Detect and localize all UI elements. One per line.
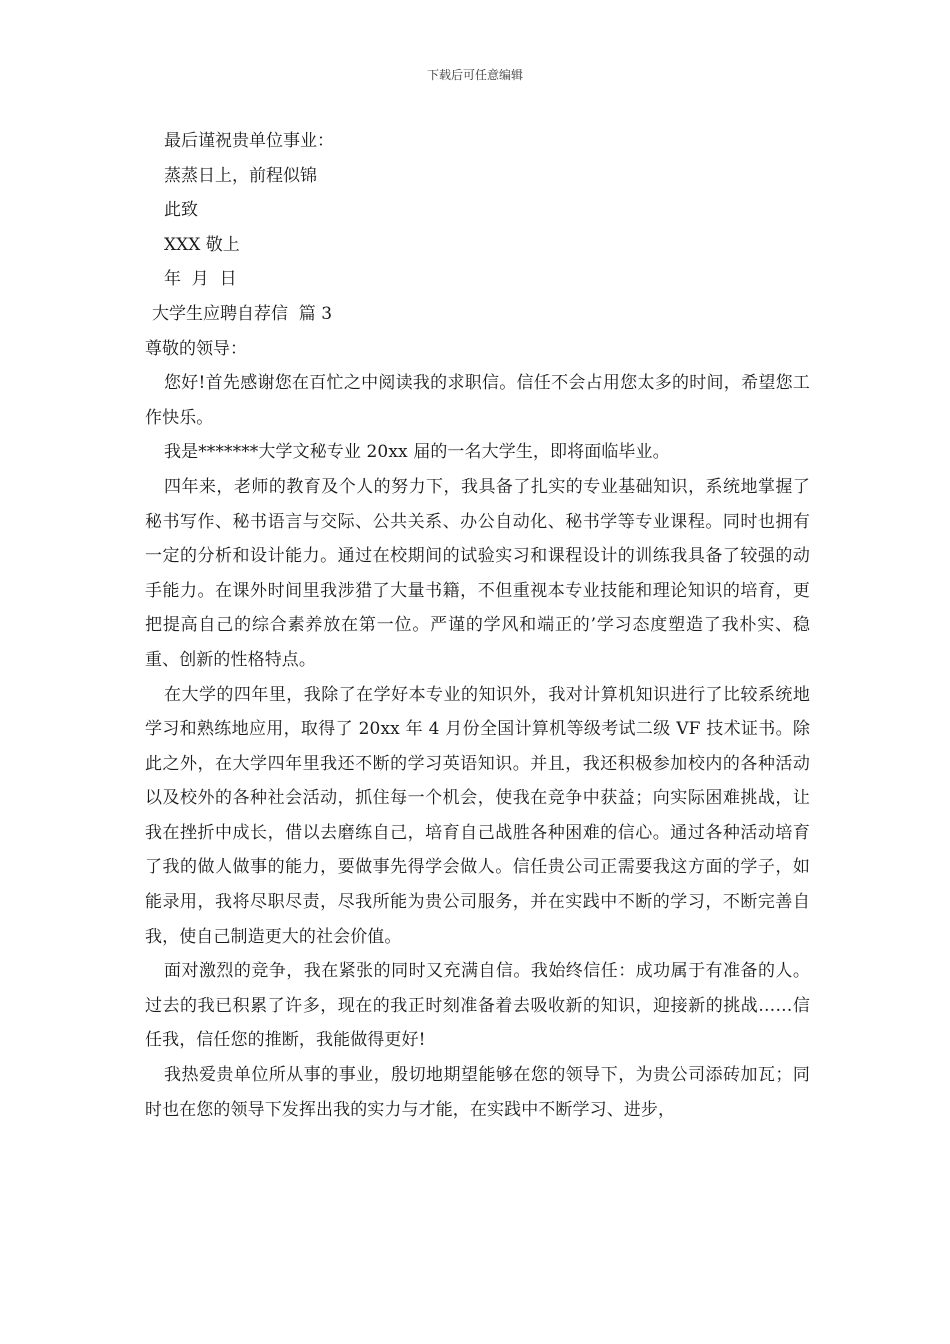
closing-wish: 蒸蒸日上，前程似锦 xyxy=(164,165,317,186)
header-note: 下载后可任意编辑 xyxy=(426,68,523,82)
signature: XXX 敬上 xyxy=(164,234,240,255)
letter-paragraph: 在大学的四年里，我除了在学好本专业的知识外，我对计算机知识进行了比较系统地学习和熟练地应用，取得了 20xx 年 4 月份全国计算机等级考试二级 VF 技术证书。除此之外，在大学四年里我还不断的学习英语知识。并且，我还积极参加校内的各种活动以及校外的各种社会活动，抓住每一个机会，使我在竞争中获益；向实际困难挑战，让我在挫折中成长，借以去磨练自己，培育自己战胜各种困难的信心。通过各种活动培育了我的做人做事的能力，要做事先得学会做人。信任贵公司正需要我这方面的学子，如能录用，我将尽职尽责，尽我所能为贵公司服务，并在实践中不断的学习，不断完善自我，使自己制造更大的社会价值。 xyxy=(145,684,810,947)
letter-paragraph: 我热爱贵单位所从事的事业，殷切地期望能够在您的领导下，为贵公司添砖加瓦；同时也在您的领导下发挥出我的实力与才能，在实践中不断学习、进步， xyxy=(145,1065,810,1120)
section-title: 大学生应聘自荐信 篇 3 xyxy=(152,303,333,324)
letter-paragraph: 四年来，老师的教育及个人的努力下，我具备了扎实的专业基础知识，系统地掌握了秘书写作、秘书语言与交际、公共关系、办公自动化、秘书学等专业课程。同时也拥有一定的分析和设计能力。通过在校期间的试验实习和课程设计的训练我具备了较强的动手能力。在课外时间里我涉猎了大量书籍，不但重视本专业技能和理论知识的培育，更把提高自己的综合素养放在第一位。严谨的学风和端正的’学习态度塑造了我朴实、稳重、创新的性格特点。 xyxy=(145,476,810,670)
letter-paragraph: 我是*******大学文秘专业 20xx 届的一名大学生，即将面临毕业。 xyxy=(164,442,670,463)
closing-wish-intro: 最后谨祝贵单位事业： xyxy=(164,131,334,151)
letter-greeting: 尊敬的领导： xyxy=(145,338,247,359)
date-line: 年 月 日 xyxy=(164,269,237,290)
document-body xyxy=(145,124,810,1127)
closing-salutation: 此致 xyxy=(164,200,198,221)
letter-paragraph: 面对激烈的竞争，我在紧张的同时又充满自信。我始终信任：成功属于有准备的人。过去的我已积累了许多，现在的我正时刻准备着去吸收新的知识，迎接新的挑战……信任我，信任您的推断，我能做得更好! xyxy=(145,961,810,1051)
letter-paragraph: 您好!首先感谢您在百忙之中阅读我的求职信。信任不会占用您太多的时间，希望您工作快乐。 xyxy=(145,373,810,428)
